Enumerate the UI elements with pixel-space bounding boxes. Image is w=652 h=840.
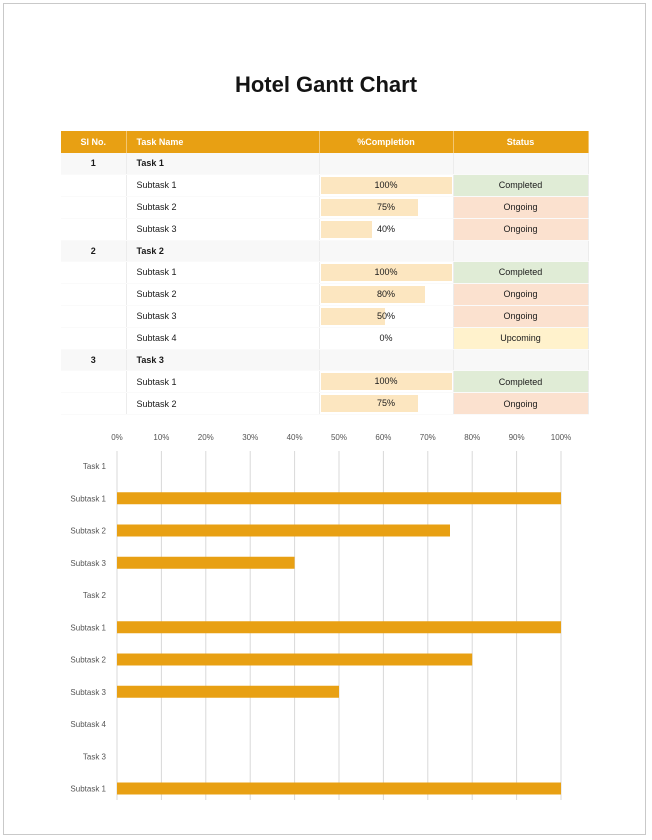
completion-cell [319, 283, 453, 305]
x-tick-label: 80% [464, 433, 481, 442]
task-name-cell: Subtask 3 [126, 305, 319, 327]
task-name-cell: Subtask 2 [126, 196, 319, 218]
completion-value: 50% [376, 310, 395, 321]
sl-no-cell [61, 371, 126, 393]
table-header-row [61, 131, 588, 153]
task-name-cell: Subtask 4 [126, 327, 319, 349]
y-category-label: Subtask 1 [70, 784, 106, 794]
gantt-bar [117, 492, 561, 504]
sl-no-cell [61, 393, 126, 415]
sl-no-cell: 2 [61, 240, 126, 261]
sl-no-cell [61, 261, 126, 283]
gantt-bar [117, 686, 339, 698]
sl-no-cell [61, 174, 126, 196]
status-badge: Completed [453, 261, 588, 283]
completion-cell [319, 371, 453, 393]
table-row [61, 218, 588, 240]
sl-no-cell [61, 196, 126, 218]
y-category-label: Task 2 [82, 591, 106, 600]
y-category-label: Subtask 1 [70, 494, 106, 504]
table-row [61, 174, 588, 196]
table-row [61, 305, 588, 327]
task-name-cell: Task 3 [126, 349, 319, 370]
status-badge: Completed [453, 174, 588, 196]
task-row [61, 153, 588, 174]
sl-no-cell [61, 283, 126, 305]
y-category-label: Task 3 [82, 752, 106, 762]
completion-cell [319, 261, 453, 283]
x-tick-label: 50% [330, 433, 348, 442]
completion-value: 0% [379, 332, 393, 343]
completion-cell [319, 240, 453, 261]
sl-no-cell [61, 218, 126, 240]
task-name-cell: Subtask 1 [126, 371, 319, 393]
task-name-cell: Subtask 1 [126, 261, 319, 283]
task-name-cell: Task 2 [126, 240, 319, 261]
status-badge: Completed [453, 371, 588, 393]
table-row [61, 371, 588, 393]
gantt-chart [0, 425, 652, 835]
sl-no-cell [61, 327, 126, 349]
page-title: Hotel Gantt Chart [234, 72, 418, 97]
status-badge [453, 349, 588, 370]
table-row [61, 393, 588, 415]
completion-cell [319, 393, 453, 415]
completion-cell [319, 218, 453, 240]
table-row [61, 327, 588, 349]
completion-cell [319, 174, 453, 196]
completion-value: 100% [374, 376, 398, 387]
task-name-cell: Subtask 2 [126, 283, 319, 305]
status-badge: Ongoing [453, 393, 588, 415]
completion-cell [319, 349, 453, 370]
gantt-bar [117, 654, 472, 666]
gantt-bar [117, 783, 561, 795]
table-row [61, 283, 588, 305]
header-task-name: Task Name [126, 131, 319, 153]
completion-value: 75% [376, 398, 395, 409]
completion-value: 80% [376, 288, 395, 299]
completion-value: 40% [376, 223, 395, 234]
status-badge [453, 240, 588, 261]
header-completion: %Completion [319, 131, 453, 153]
table-row [61, 261, 588, 283]
task-row [61, 349, 588, 370]
completion-value: 100% [374, 266, 398, 277]
table-row [61, 196, 588, 218]
x-tick-label: 20% [197, 433, 214, 442]
gantt-bar [117, 621, 561, 633]
task-name-cell: Subtask 1 [126, 174, 319, 196]
status-badge: Ongoing [453, 283, 588, 305]
y-category-label: Subtask 2 [70, 526, 106, 536]
y-category-label: Task 1 [82, 462, 106, 471]
completion-cell [319, 327, 453, 349]
sl-no-cell: 1 [61, 153, 126, 174]
x-tick-label: 70% [419, 433, 436, 442]
task-table [61, 131, 589, 415]
y-category-label: Subtask 3 [70, 687, 106, 697]
task-name-cell: Subtask 3 [126, 218, 319, 240]
gantt-bar [117, 525, 450, 537]
x-tick-label: 30% [242, 433, 259, 442]
x-tick-label: 90% [508, 433, 525, 442]
y-category-label: Subtask 3 [70, 558, 106, 568]
sl-no-cell: 3 [61, 349, 126, 370]
status-badge [453, 153, 588, 174]
gantt-bar [117, 557, 295, 569]
task-table-body [61, 153, 588, 415]
completion-value: 75% [376, 201, 395, 212]
status-badge: Ongoing [453, 218, 588, 240]
task-name-cell: Task 1 [126, 153, 319, 174]
x-tick-label: 10% [153, 433, 170, 442]
status-badge: Ongoing [453, 196, 588, 218]
completion-value: 100% [374, 179, 398, 190]
completion-cell [319, 305, 453, 327]
header-status: Status [453, 131, 588, 153]
task-row [61, 240, 588, 261]
y-category-label: Subtask 1 [70, 623, 106, 633]
status-badge: Ongoing [453, 305, 588, 327]
task-name-cell: Subtask 2 [126, 393, 319, 415]
status-badge: Upcoming [453, 327, 588, 349]
y-category-label: Subtask 4 [70, 720, 106, 729]
y-category-label: Subtask 2 [70, 655, 106, 665]
completion-cell [319, 153, 453, 174]
sl-no-cell [61, 305, 126, 327]
x-tick-label: 100% [550, 433, 572, 442]
header-sl-no: Sl No. [61, 131, 126, 153]
x-tick-label: 60% [375, 433, 392, 442]
x-tick-label: 40% [286, 433, 303, 442]
x-tick-label: 0% [111, 433, 123, 442]
completion-cell [319, 196, 453, 218]
